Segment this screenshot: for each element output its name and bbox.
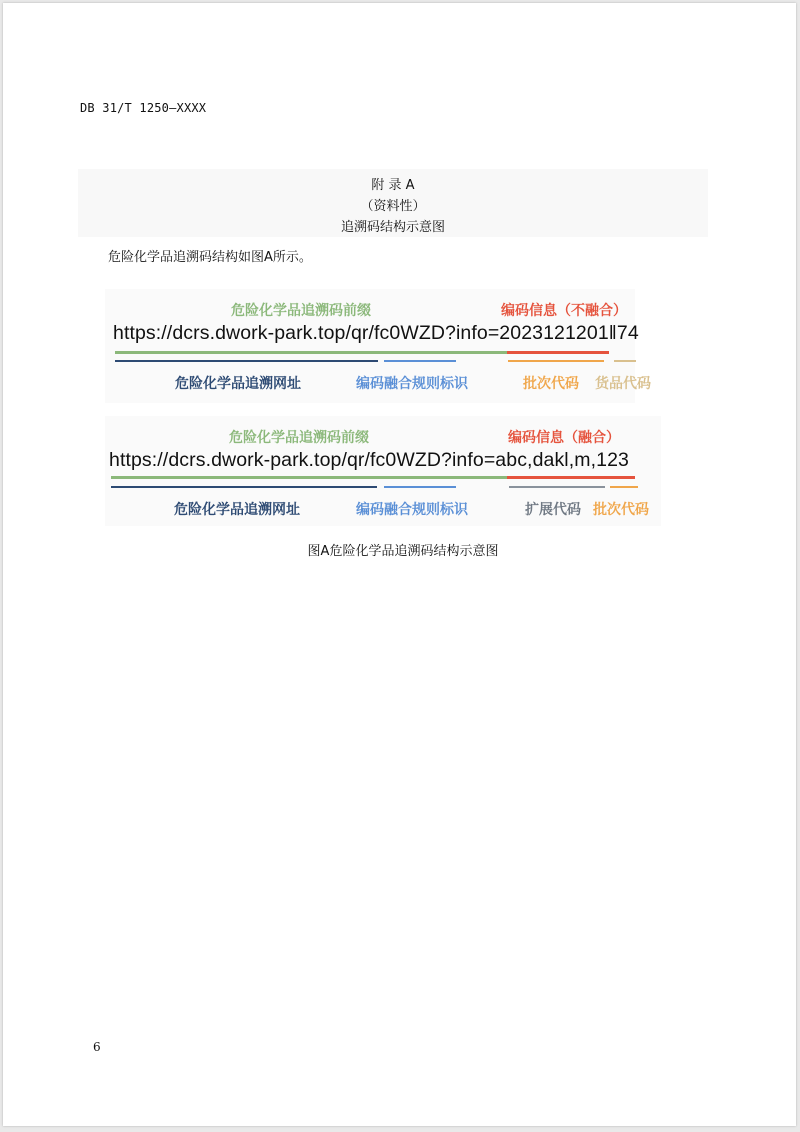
label-code-info: 编码信息（不融合） [501, 303, 627, 319]
annex-title: 附 录 A [371, 178, 415, 193]
label-goods-code: 货品代码 [595, 376, 651, 392]
traceability-url: https://dcrs.dwork-park.top/qr/fc0WZD?info=2023121201‖74 [113, 322, 639, 344]
document-page [3, 3, 796, 1126]
website-underline [111, 486, 377, 488]
prefix-underline [115, 351, 507, 354]
intro-paragraph: 危险化学品追溯码结构如图A所示。 [108, 250, 312, 265]
prefix-underline [111, 476, 507, 479]
label-rule-id: 编码融合规则标识 [356, 502, 468, 518]
annex-heading [78, 169, 708, 237]
rule-id-underline [384, 486, 456, 488]
rule-id-underline [384, 360, 456, 362]
goods-underline [614, 360, 636, 362]
diagram-fused [105, 416, 661, 526]
extension-underline [509, 486, 605, 488]
label-code-info: 编码信息（融合） [508, 430, 620, 446]
code-info-underline [507, 351, 609, 354]
annex-subtitle: （资料性） [360, 199, 426, 214]
label-website: 危险化学品追溯网址 [174, 502, 300, 518]
label-prefix: 危险化学品追溯码前缀 [229, 430, 369, 446]
traceability-url: https://dcrs.dwork-park.top/qr/fc0WZD?info=abc,dakl,m,123 [109, 449, 629, 471]
label-extension-code: 扩展代码 [525, 502, 581, 518]
label-rule-id: 编码融合规则标识 [356, 376, 468, 392]
diagram-unfused [105, 289, 651, 403]
batch-underline [508, 360, 604, 362]
batch-underline [610, 486, 638, 488]
document-code: DB 31/T 1250—XXXX [80, 101, 207, 115]
label-website: 危险化学品追溯网址 [175, 376, 301, 392]
label-batch-code: 批次代码 [593, 502, 649, 518]
annex-name: 追溯码结构示意图 [340, 220, 445, 235]
label-batch-code: 批次代码 [523, 376, 579, 392]
code-info-underline [507, 476, 635, 479]
website-underline [115, 360, 378, 362]
label-prefix: 危险化学品追溯码前缀 [231, 303, 371, 319]
figure-caption: 图A危险化学品追溯码结构示意图 [307, 544, 499, 559]
page-number: 6 [93, 1040, 101, 1054]
